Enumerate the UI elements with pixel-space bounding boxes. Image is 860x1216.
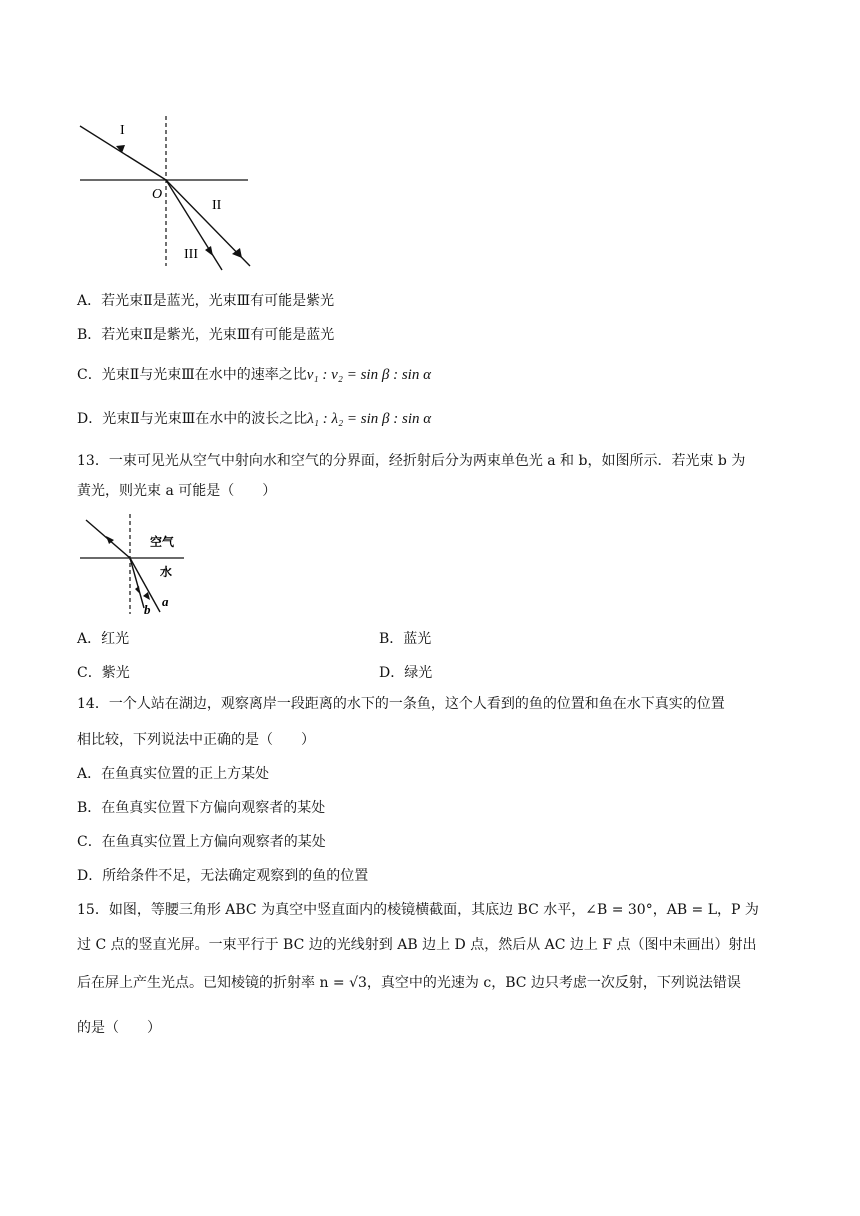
q15-stem-line2: 过 C 点的竖直光屏。一束平行于 BC 边的光线射到 AB 边上 D 点，然后从 AC 边上 F 点（图中未画出）射出 [77, 937, 757, 953]
q15-stem-line4: 的是（ ） [77, 1020, 161, 1036]
q15-stem-line1: 15．如图，等腰三角形 ABC 为真空中竖直面内的棱镜横截面，其底边 BC 水平，∠B = 30°，AB = L，P 为 [77, 902, 759, 918]
q13-option-c: C．紫光 [77, 665, 130, 681]
q12-option-c [77, 365, 431, 385]
q14-stem-line2: 相比较，下列说法中正确的是（ ） [77, 732, 315, 748]
q13-option-a: A．红光 [77, 631, 130, 647]
q12-option-b: B．若光束Ⅱ是紫光，光束Ⅲ有可能是蓝光 [77, 327, 335, 343]
q14-option-a: A．在鱼真实位置的正上方某处 [77, 766, 270, 782]
label-I: I [120, 123, 125, 138]
label-water: 水 [160, 565, 173, 579]
q12-option-d-formula: λ₁ : λ₂ = sin β : sin α [307, 411, 432, 427]
label-air: 空气 [150, 535, 175, 549]
q12-option-d [77, 409, 431, 429]
label-O: O [152, 187, 163, 202]
label-II: II [212, 198, 222, 213]
q12-option-c-formula: v₁ : v₂ = sin β : sin α [306, 367, 431, 383]
label-b: b [144, 602, 151, 616]
q13-stem-line1: 13．一束可见光从空气中射向水和空气的分界面，经折射后分为两束单色光 a 和 b，如图所示．若光束 b 为 [77, 453, 746, 469]
refracted-beam-b [130, 558, 144, 608]
refraction-figure-2 [78, 512, 188, 616]
q13-stem-line2: 黄光，则光束 a 可能是（ ） [77, 483, 277, 499]
q14-option-b: B．在鱼真实位置下方偏向观察者的某处 [77, 800, 326, 816]
q14-option-d: D．所给条件不足，无法确定观察到的鱼的位置 [77, 868, 369, 884]
q15-stem-line3: 后在屏上产生光点。已知棱镜的折射率 n = √3，真空中的光速为 c，BC 边只考虑一次反射，下列说法错误 [77, 975, 741, 991]
q13-option-d: D．绿光 [379, 665, 433, 681]
label-III: III [184, 247, 198, 262]
q12-option-a: A．若光束Ⅱ是蓝光，光束Ⅲ有可能是紫光 [77, 293, 335, 309]
q14-option-c: C．在鱼真实位置上方偏向观察者的某处 [77, 834, 326, 850]
refraction-figure-1 [72, 112, 252, 272]
q12-option-d-text: D．光束Ⅱ与光束Ⅲ在水中的波长之比 [77, 411, 308, 427]
q14-stem-line1: 14．一个人站在湖边，观察离岸一段距离的水下的一条鱼，这个人看到的鱼的位置和鱼在水下真实的位置 [77, 696, 725, 712]
q12-option-c-text: C．光束Ⅱ与光束Ⅲ在水中的速率之比 [77, 367, 307, 383]
label-a: a [162, 594, 169, 609]
q13-option-b: B．蓝光 [379, 631, 432, 647]
